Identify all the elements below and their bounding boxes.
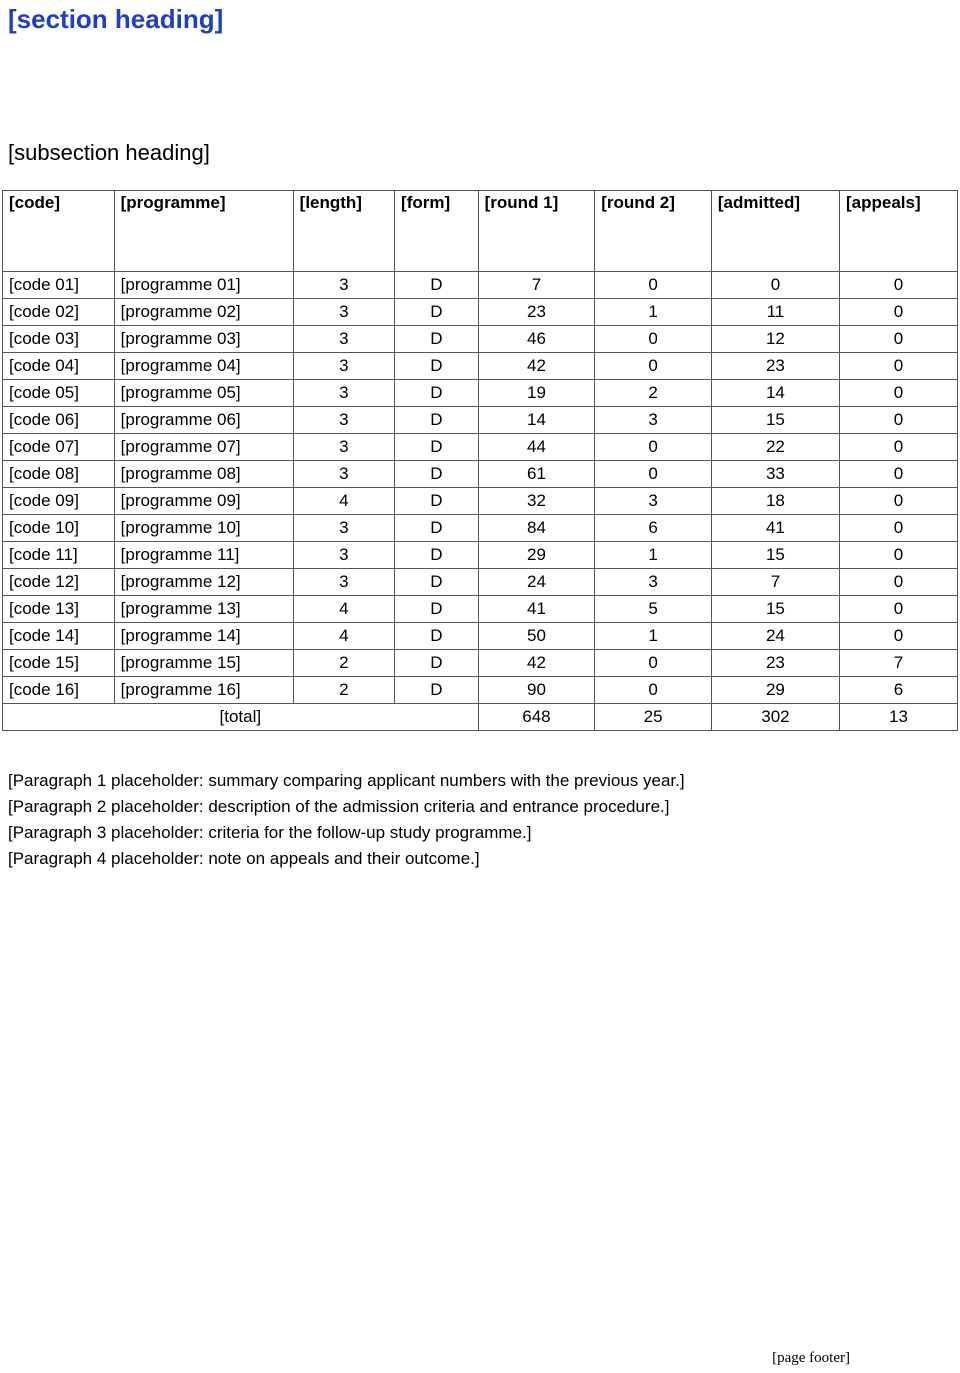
table-cell: D <box>395 488 479 515</box>
table-cell: 3 <box>293 569 394 596</box>
table-cell: 0 <box>839 488 957 515</box>
table-cell: 0 <box>839 299 957 326</box>
table-cell: [programme 04] <box>114 353 293 380</box>
table-cell: [programme 15] <box>114 650 293 677</box>
table-cell: [programme 12] <box>114 569 293 596</box>
table-cell: 3 <box>293 380 394 407</box>
column-header: [form] <box>395 191 479 272</box>
table-cell: 24 <box>711 623 839 650</box>
table-cell: [code 06] <box>3 407 115 434</box>
paragraph: [Paragraph 3 placeholder: criteria for the follow-up study programme.] <box>8 823 532 842</box>
table-cell: D <box>395 326 479 353</box>
table-cell: D <box>395 434 479 461</box>
table-cell: 3 <box>293 326 394 353</box>
table-cell: D <box>395 677 479 704</box>
table-cell: [code 11] <box>3 542 115 569</box>
table-row <box>3 650 958 677</box>
table-cell: D <box>395 650 479 677</box>
table-cell: 0 <box>839 326 957 353</box>
table-cell: 2 <box>293 677 394 704</box>
table-row <box>3 461 958 488</box>
table-cell: D <box>395 272 479 299</box>
table-cell: 7 <box>478 272 595 299</box>
table-row <box>3 299 958 326</box>
table-cell: 4 <box>293 623 394 650</box>
table-cell: D <box>395 380 479 407</box>
page-title: [section heading] <box>8 4 224 34</box>
page-footer: [page footer] <box>772 1350 850 1366</box>
table-cell: 23 <box>478 299 595 326</box>
table-cell: [code 05] <box>3 380 115 407</box>
table-cell: [programme 11] <box>114 542 293 569</box>
column-header: [programme] <box>114 191 293 272</box>
table-row <box>3 380 958 407</box>
table-cell: 41 <box>711 515 839 542</box>
table-cell: 6 <box>839 677 957 704</box>
table-cell: 3 <box>293 434 394 461</box>
table-cell: 18 <box>711 488 839 515</box>
table-cell: D <box>395 299 479 326</box>
paragraph: [Paragraph 1 placeholder: summary comparing applicant numbers with the previous year.] <box>8 771 685 790</box>
table-cell: [programme 02] <box>114 299 293 326</box>
table-cell: D <box>395 515 479 542</box>
total-label: [total] <box>3 704 479 731</box>
table-cell: 0 <box>595 272 712 299</box>
table-cell: [programme 13] <box>114 596 293 623</box>
table-cell: D <box>395 542 479 569</box>
table-cell: 12 <box>711 326 839 353</box>
table-row <box>3 677 958 704</box>
table-cell: 3 <box>595 569 712 596</box>
table-cell: [code 03] <box>3 326 115 353</box>
table-cell: 0 <box>839 407 957 434</box>
table-cell: 14 <box>711 380 839 407</box>
table-cell: [programme 10] <box>114 515 293 542</box>
column-header: [admitted] <box>711 191 839 272</box>
table-cell: 33 <box>711 461 839 488</box>
table-cell: 0 <box>839 434 957 461</box>
total-cell: 302 <box>711 704 839 731</box>
table-row <box>3 488 958 515</box>
table-cell: 0 <box>839 596 957 623</box>
table-cell: 15 <box>711 596 839 623</box>
table-cell: 29 <box>478 542 595 569</box>
table-cell: [code 15] <box>3 650 115 677</box>
table-cell: 0 <box>595 326 712 353</box>
table-cell: 3 <box>293 272 394 299</box>
table-cell: [programme 03] <box>114 326 293 353</box>
table-cell: 0 <box>595 353 712 380</box>
table-cell: 84 <box>478 515 595 542</box>
table-cell: D <box>395 353 479 380</box>
table-cell: 3 <box>293 461 394 488</box>
section-title: [subsection heading] <box>8 140 210 165</box>
table-cell: 90 <box>478 677 595 704</box>
column-header: [code] <box>3 191 115 272</box>
table-cell: 4 <box>293 596 394 623</box>
table-cell: [code 01] <box>3 272 115 299</box>
table-cell: [code 12] <box>3 569 115 596</box>
table-cell: 3 <box>293 407 394 434</box>
table-cell: 0 <box>839 515 957 542</box>
table-cell: 2 <box>595 380 712 407</box>
table-cell: [programme 09] <box>114 488 293 515</box>
table-cell: 3 <box>293 299 394 326</box>
table-cell: 3 <box>293 542 394 569</box>
table-cell: 3 <box>595 488 712 515</box>
table-cell: [code 14] <box>3 623 115 650</box>
table-cell: 7 <box>711 569 839 596</box>
table-cell: 6 <box>595 515 712 542</box>
table-row <box>3 272 958 299</box>
table-cell: [programme 07] <box>114 434 293 461</box>
table-cell: 3 <box>293 353 394 380</box>
table-row <box>3 569 958 596</box>
table-cell: [programme 05] <box>114 380 293 407</box>
table-cell: [programme 06] <box>114 407 293 434</box>
paragraph: [Paragraph 4 placeholder: note on appeals and their outcome.] <box>8 849 480 868</box>
table-cell: 0 <box>595 461 712 488</box>
table-cell: 0 <box>839 623 957 650</box>
table-cell: [code 13] <box>3 596 115 623</box>
table-cell: 0 <box>595 434 712 461</box>
table-cell: 0 <box>839 542 957 569</box>
table-cell: D <box>395 596 479 623</box>
table-cell: 0 <box>595 677 712 704</box>
table-cell: 14 <box>478 407 595 434</box>
table-cell: D <box>395 461 479 488</box>
table-cell: 0 <box>839 353 957 380</box>
table-cell: 29 <box>711 677 839 704</box>
table-row <box>3 623 958 650</box>
table-cell: 42 <box>478 650 595 677</box>
table-cell: 42 <box>478 353 595 380</box>
total-cell: 25 <box>595 704 712 731</box>
table-cell: [programme 16] <box>114 677 293 704</box>
table-cell: 0 <box>839 380 957 407</box>
table-cell: 0 <box>711 272 839 299</box>
table-cell: 61 <box>478 461 595 488</box>
column-header: [round 2] <box>595 191 712 272</box>
table-cell: 3 <box>595 407 712 434</box>
table-cell: 23 <box>711 650 839 677</box>
column-header: [length] <box>293 191 394 272</box>
table-row <box>3 326 958 353</box>
table-cell: [code 08] <box>3 461 115 488</box>
table-cell: 4 <box>293 488 394 515</box>
table-cell: 22 <box>711 434 839 461</box>
total-row <box>3 704 958 731</box>
table-cell: 32 <box>478 488 595 515</box>
table-cell: 44 <box>478 434 595 461</box>
table-cell: 1 <box>595 299 712 326</box>
table-cell: [programme 08] <box>114 461 293 488</box>
table-cell: 1 <box>595 542 712 569</box>
table-cell: [code 10] <box>3 515 115 542</box>
table-row <box>3 353 958 380</box>
table-cell: 0 <box>595 650 712 677</box>
table-row <box>3 434 958 461</box>
table-cell: 1 <box>595 623 712 650</box>
table-cell: 11 <box>711 299 839 326</box>
paragraph: [Paragraph 2 placeholder: description of the admission criteria and entrance procedure.] <box>8 797 670 816</box>
table-cell: 50 <box>478 623 595 650</box>
table-cell: 46 <box>478 326 595 353</box>
table-cell: 7 <box>839 650 957 677</box>
table-cell: [code 09] <box>3 488 115 515</box>
body-text <box>8 768 952 872</box>
admissions-table <box>2 190 958 731</box>
table-header-row <box>3 191 958 272</box>
table-cell: 15 <box>711 407 839 434</box>
table-row <box>3 596 958 623</box>
table-cell: 24 <box>478 569 595 596</box>
table-cell: 41 <box>478 596 595 623</box>
table-cell: [code 07] <box>3 434 115 461</box>
table-cell: 0 <box>839 272 957 299</box>
table-cell: [code 04] <box>3 353 115 380</box>
column-header: [round 1] <box>478 191 595 272</box>
table-row <box>3 407 958 434</box>
table-row <box>3 542 958 569</box>
table-cell: D <box>395 569 479 596</box>
table-cell: [code 16] <box>3 677 115 704</box>
total-cell: 648 <box>478 704 595 731</box>
table-cell: D <box>395 623 479 650</box>
table-row <box>3 515 958 542</box>
table-cell: 0 <box>839 461 957 488</box>
total-cell: 13 <box>839 704 957 731</box>
table-cell: 5 <box>595 596 712 623</box>
table-cell: 0 <box>839 569 957 596</box>
table-cell: [programme 01] <box>114 272 293 299</box>
table-cell: [programme 14] <box>114 623 293 650</box>
table-cell: 15 <box>711 542 839 569</box>
table-cell: 3 <box>293 515 394 542</box>
table-cell: 2 <box>293 650 394 677</box>
table-cell: 23 <box>711 353 839 380</box>
table-cell: D <box>395 407 479 434</box>
table-cell: [code 02] <box>3 299 115 326</box>
table-cell: 19 <box>478 380 595 407</box>
column-header: [appeals] <box>839 191 957 272</box>
